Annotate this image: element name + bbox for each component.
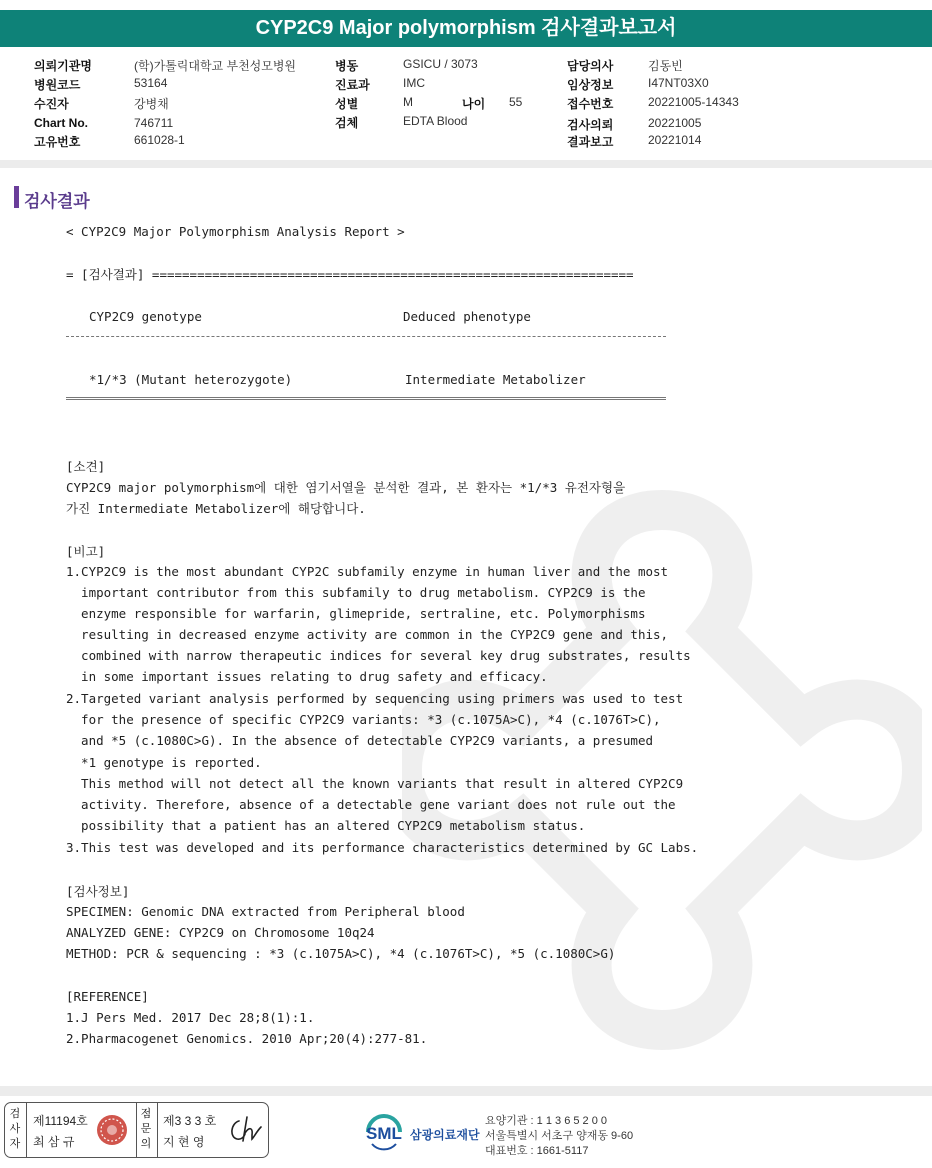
chart-no-value: 746711 — [134, 116, 174, 130]
ward-label: 병동 — [335, 59, 359, 73]
reviewer-name: 지 현 영 — [163, 1135, 205, 1149]
phenotype-result: Intermediate Metabolizer — [405, 372, 586, 387]
request-date-label: 검사의뢰 — [567, 118, 614, 132]
genotype-result: *1/*3 (Mutant heterozygote) — [89, 372, 293, 387]
remarks-line: and *5 (c.1080C>G). In the absence of detectable CYP2C9 variants, a presumed — [66, 733, 653, 748]
hospital-code-label: 병원코드 — [34, 78, 81, 92]
genotype-column-header: CYP2C9 genotype — [89, 309, 202, 324]
unique-no-value: 661028-1 — [134, 133, 185, 147]
result-header: = [검사결과] ================================================================ — [66, 267, 634, 282]
ward-value: GSICU / 3073 — [403, 57, 478, 71]
lab-logo-text: SML — [366, 1124, 402, 1143]
signature-icon — [225, 1113, 265, 1147]
remarks-line: resulting in decreased enzyme activity are common in the CYP2C9 gene and this, — [66, 627, 669, 642]
examiner-vertical-label: 검 사 자 — [9, 1108, 21, 1150]
reference-item: 2.Pharmacogenet Genomics. 2010 Apr;20(4):277-81. — [66, 1031, 428, 1046]
doctor-label: 담당의사 — [567, 59, 614, 73]
patient-value: 강병채 — [134, 97, 169, 111]
reviewer-vertical-label: 점 문 의 — [140, 1108, 152, 1150]
reference-title: [REFERENCE] — [66, 989, 149, 1004]
lab-name: 삼광의료재단 — [410, 1128, 480, 1142]
patient-info — [0, 53, 932, 161]
remarks-line: activity. Therefore, absence of a detectable gene variant does not rule out the — [66, 797, 676, 812]
reviewer-license-no: 제3 3 3 호 — [163, 1114, 217, 1128]
clinical-info-value: I47NT03X0 — [648, 76, 709, 90]
examiner-license-no: 제11194호 — [33, 1114, 88, 1128]
chart-no-label: Chart No. — [34, 116, 88, 130]
unique-no-label: 고유번호 — [34, 135, 81, 149]
footer-divider — [0, 1086, 932, 1096]
seal-icon — [95, 1113, 129, 1147]
sex-label: 성별 — [335, 97, 359, 111]
examiner-name: 최 삼 규 — [33, 1135, 75, 1149]
receipt-no-value: 20221005-14343 — [648, 95, 739, 109]
signature-box — [4, 1102, 269, 1158]
report-date-value: 20221014 — [648, 133, 702, 147]
institution-value: (학)가톨릭대학교 부천성모병원 — [134, 59, 297, 73]
report-heading: < CYP2C9 Major Polymorphism Analysis Report > — [66, 224, 405, 239]
lab-phone: 대표번호 : 1661-5117 — [485, 1145, 589, 1157]
test-info-gene: ANALYZED GENE: CYP2C9 on Chromosome 10q24 — [66, 925, 375, 940]
sex-value: M — [403, 95, 413, 109]
section-accent-bar — [14, 186, 19, 208]
test-info-method: METHOD: PCR & sequencing : *3 (c.1075A>C), *4 (c.1076T>C), *5 (c.1080C>G) — [66, 946, 616, 961]
clinical-info-label: 임상정보 — [567, 78, 614, 92]
remarks-line: possibility that a patient has an altered CYP2C9 metabolism status. — [66, 818, 586, 833]
remarks-line: enzyme responsible for warfarin, glimepride, sertraline, etc. Polymorphisms — [66, 606, 646, 621]
hospital-code-value: 53164 — [134, 76, 168, 90]
remarks-line: 1.CYP2C9 is the most abundant CYP2C subfamily enzyme in human liver and the most — [66, 564, 669, 579]
report-title: CYP2C9 Major polymorphism 검사결과보고서 — [0, 10, 932, 47]
reference-item: 1.J Pers Med. 2017 Dec 28;8(1):1. — [66, 1010, 315, 1025]
header-rule — [66, 336, 666, 337]
remarks-title: [비고] — [66, 544, 106, 559]
institution-label: 의뢰기관명 — [34, 59, 92, 73]
specimen-value: EDTA Blood — [403, 114, 468, 128]
department-value: IMC — [403, 76, 425, 90]
remarks-line: This method will not detect all the known variants that result in altered CYP2C9 — [66, 776, 684, 791]
remarks-line: for the presence of specific CYP2C9 variants: *3 (c.1075A>C), *4 (c.1076T>C), — [66, 712, 661, 727]
lab-address: 서울특별시 서초구 양재동 9-60 — [485, 1130, 634, 1142]
age-value: 55 — [509, 95, 523, 109]
age-label: 나이 — [462, 97, 486, 111]
test-info-title: [검사정보] — [66, 884, 130, 899]
remarks-line: 3.This test was developed and its performance characteristics determined by GC Labs. — [66, 840, 699, 855]
remarks-line: combined with narrow therapeutic indices for several key drug substrates, results — [66, 648, 691, 663]
section-title: 검사결과 — [24, 192, 90, 211]
phenotype-column-header: Deduced phenotype — [403, 309, 531, 324]
remarks-line: important contributor from this subfamily to drug metabolism. CYP2C9 is the — [66, 585, 646, 600]
info-divider — [0, 160, 932, 168]
doctor-value: 김동빈 — [648, 59, 683, 73]
report-date-label: 결과보고 — [567, 135, 614, 149]
remarks-line: *1 genotype is reported. — [66, 755, 262, 770]
request-date-value: 20221005 — [648, 116, 702, 130]
patient-label: 수진자 — [34, 97, 69, 111]
remarks-line: 2.Targeted variant analysis performed by sequencing using primers was used to test — [66, 691, 684, 706]
test-info-specimen: SPECIMEN: Genomic DNA extracted from Peripheral blood — [66, 904, 465, 919]
result-rule — [66, 397, 666, 400]
opinion-title: [소견] — [66, 459, 106, 474]
remarks-line: in some important issues relating to drug safety and efficacy. — [66, 669, 548, 684]
department-label: 진료과 — [335, 78, 370, 92]
specimen-label: 검체 — [335, 116, 359, 130]
lab-code: 요양기관 : 1 1 3 6 5 2 0 0 — [485, 1115, 608, 1127]
opinion-line-2: 가진 Intermediate Metabolizer에 해당합니다. — [66, 501, 366, 516]
receipt-no-label: 접수번호 — [567, 97, 614, 111]
opinion-line-1: CYP2C9 major polymorphism에 대한 염기서열을 분석한 결과, 본 환자는 *1/*3 유전자형을 — [66, 480, 626, 495]
